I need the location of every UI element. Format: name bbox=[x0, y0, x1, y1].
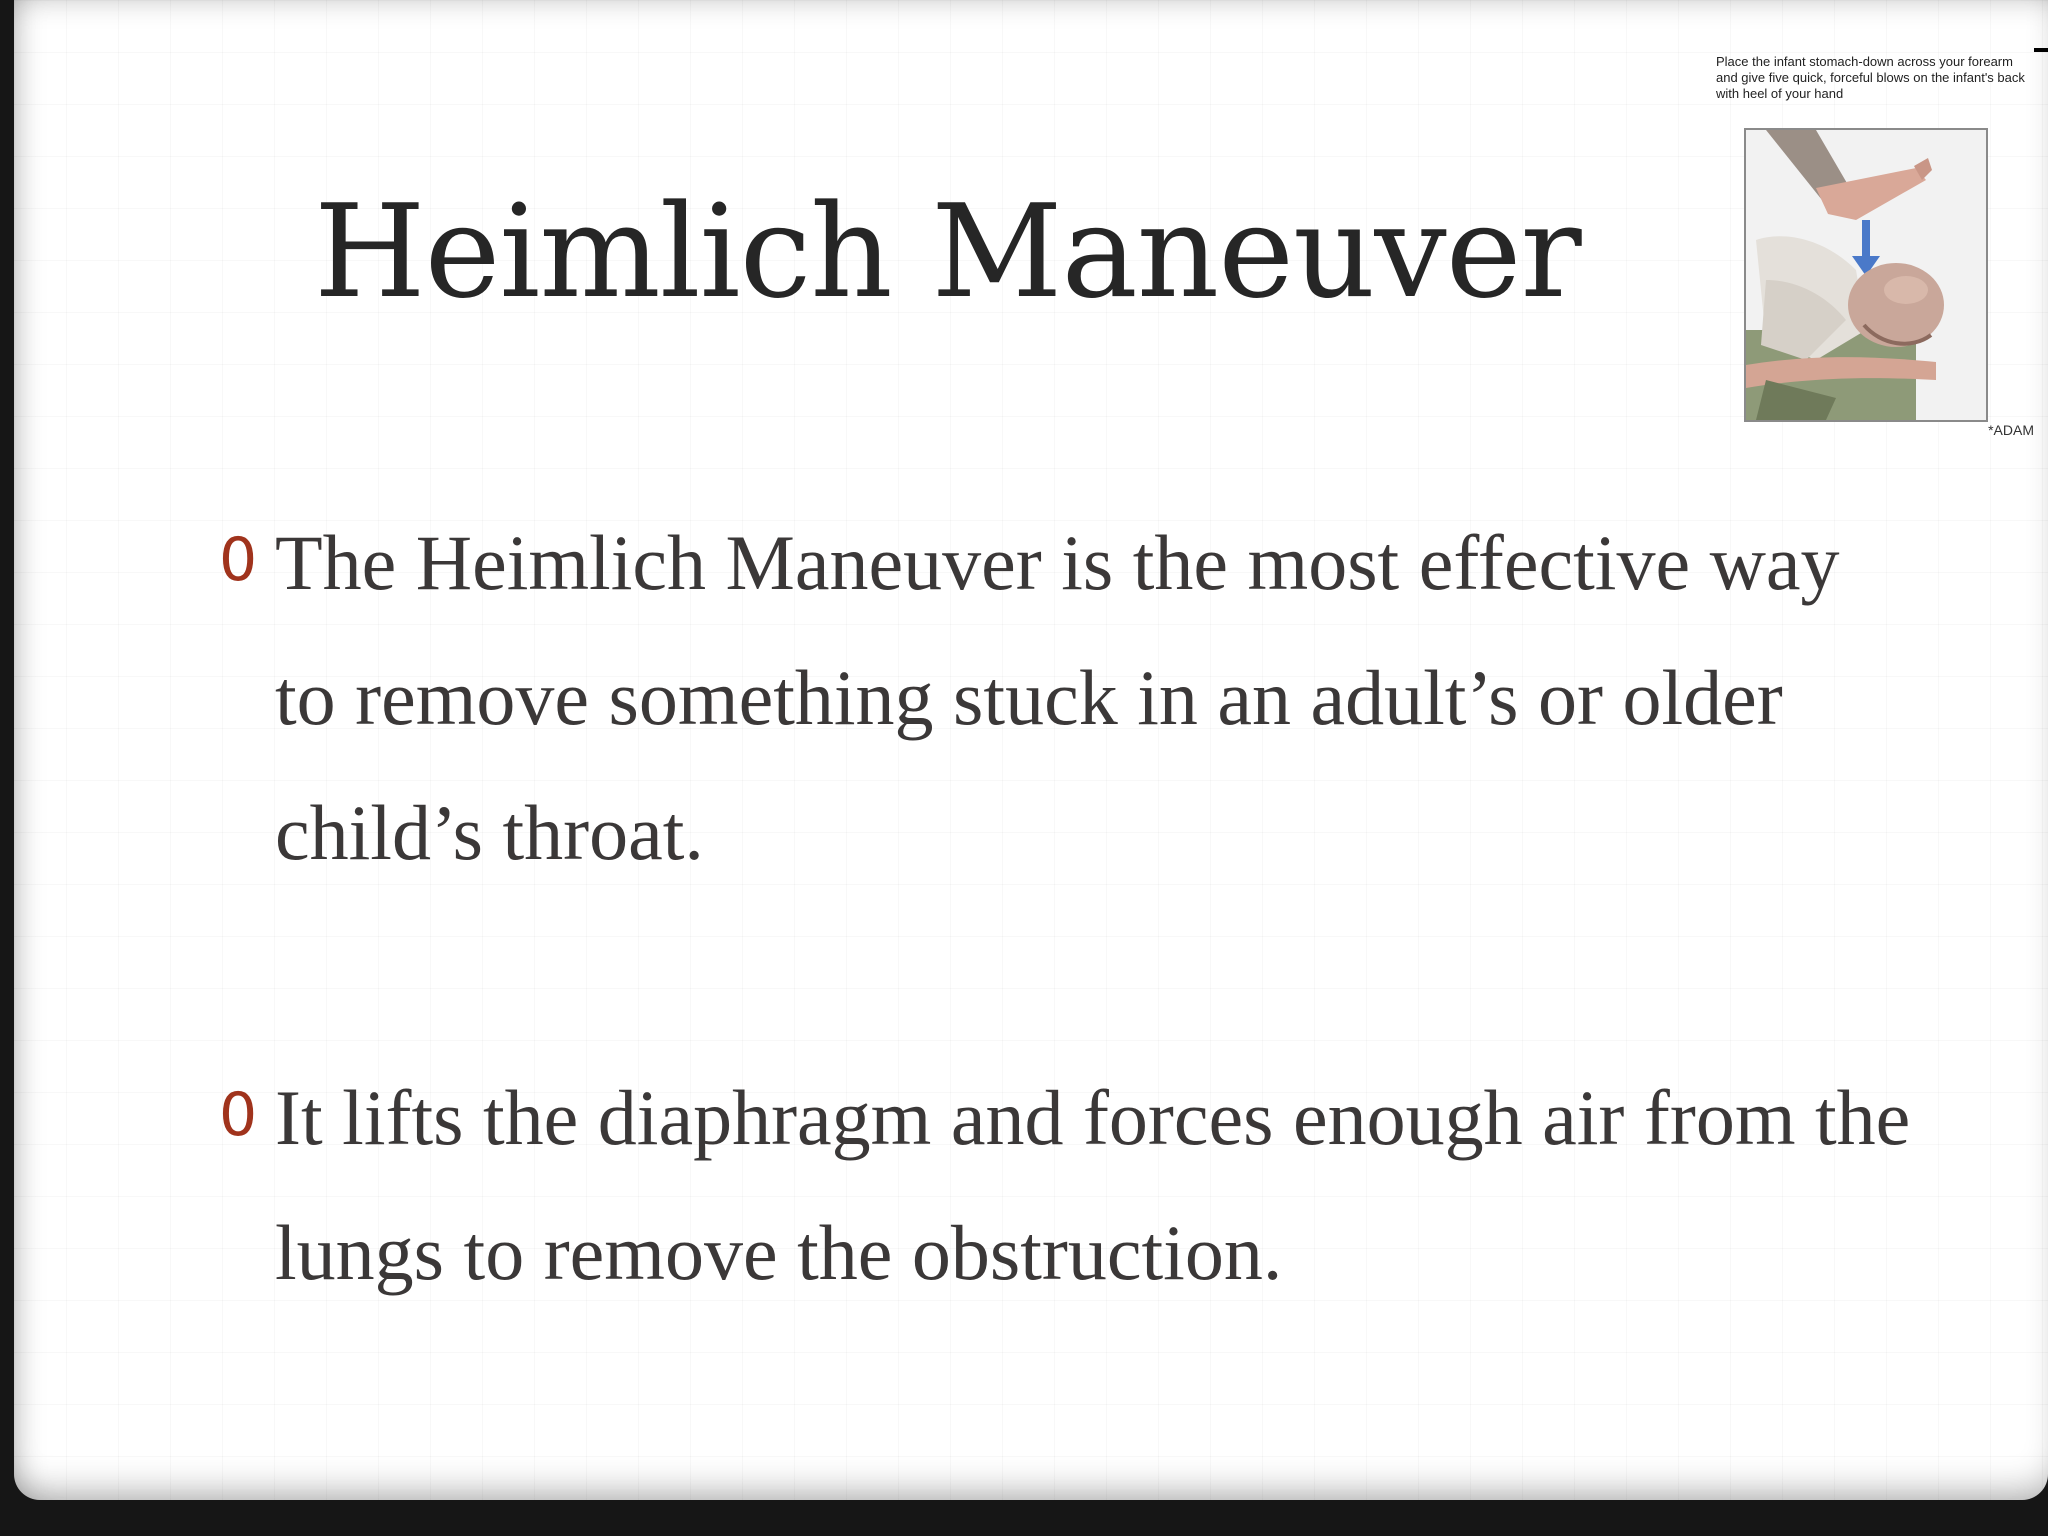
figure-caption: Place the infant stomach-down across your forearm and give five quick, forceful blows on the infant's back with heel of your hand bbox=[1716, 54, 2025, 101]
bullet-item bbox=[219, 495, 1919, 900]
bullet-marker: 0 bbox=[219, 1080, 258, 1150]
edge-mark bbox=[2034, 48, 2048, 52]
adam-watermark: *ADAM bbox=[1988, 422, 2034, 438]
slide-canvas bbox=[14, 0, 2048, 1500]
heimlich-figure bbox=[1704, 48, 2034, 448]
bullet-text: The Heimlich Maneuver is the most effective way to remove something stuck in an adult’s or older child’s throat. bbox=[275, 519, 1840, 876]
bullet-text: It lifts the diaphragm and forces enough air from the lungs to remove the obstruction. bbox=[275, 1074, 1911, 1296]
slide-title: Heimlich Maneuver bbox=[314, 178, 1581, 327]
bullet-list bbox=[219, 495, 1919, 1320]
bullet-marker: 0 bbox=[219, 525, 258, 595]
illustration-drawing bbox=[1746, 130, 1986, 420]
bullet-item bbox=[219, 1050, 1919, 1320]
infant-back-blows-illustration bbox=[1744, 128, 1988, 422]
